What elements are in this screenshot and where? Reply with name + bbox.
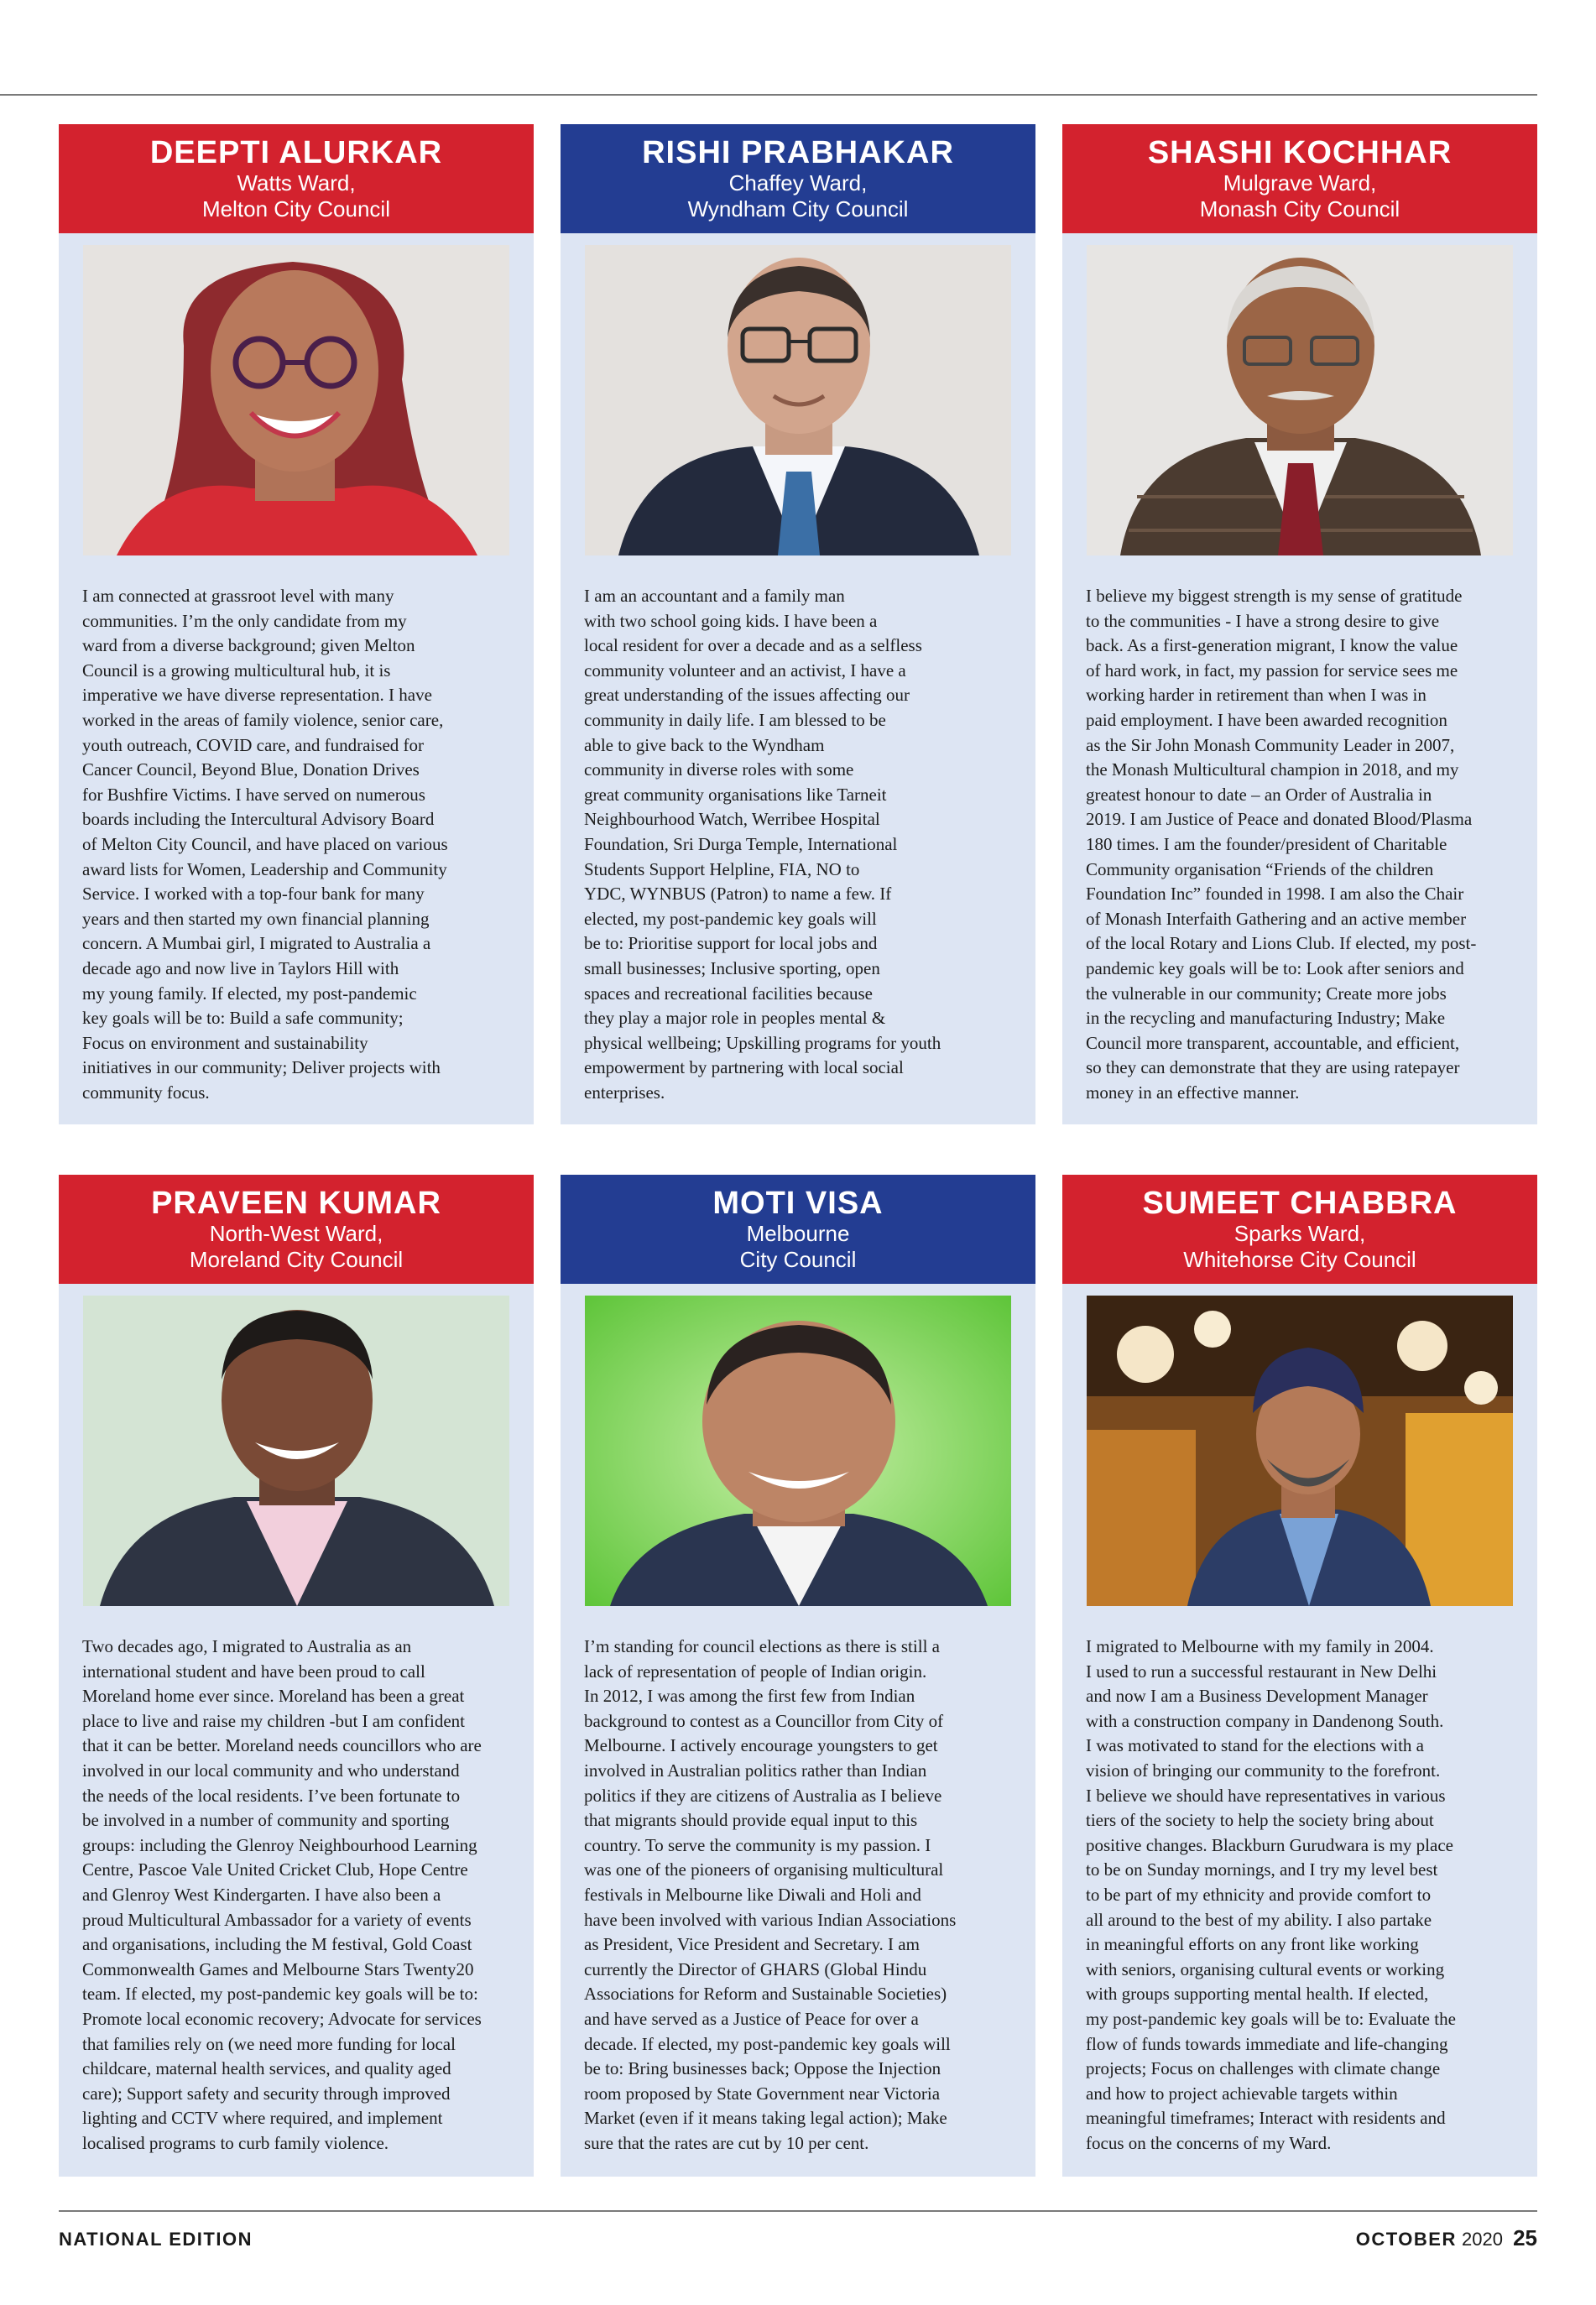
card-header [59, 1175, 534, 1284]
candidate-ward: North-West Ward, [209, 1221, 383, 1246]
candidate-ward: Sparks Ward, [1234, 1221, 1366, 1246]
candidate-council: Moreland City Council [189, 1247, 404, 1272]
card-header [561, 1175, 1035, 1284]
candidate-bio: I am connected at grassroot level with many communities. I’m the only candidate from my ward from a diverse background; given Melton Council is a growing multicultural hub, it is imperative we have diverse representation. I have worked in the areas of family violence, senior care, youth outreach, COVID care, and fundraised for Cancer Council, Beyond Blue, Donation Drives for Bushfire Victims. I have served on numerous boards including the Intercultural Advisory Board of Melton City Council, and have placed on various award lists for Women, Leadership and Community Service. I worked with a top-four bank for many years and then started my own financial planning concern. A Mumbai girl, I migrated to Australia a decade ago and now live in Taylors Hill with my young family. If elected, my post-pandemic key goals will be to: Build a safe community; Focus on environment and sustainability initiatives in our community; Deliver projects with community focus. [82, 586, 448, 1103]
candidate-name: PRAVEEN KUMAR [151, 1186, 441, 1221]
candidate-council: Melton City Council [202, 196, 390, 222]
candidate-bio: I migrated to Melbourne with my family in 2004. I used to run a successful restaurant in New Delhi and now I am a Business Development Manager with a construction company in Dandenong South. I was motivated to stand for the elections with a vision of bringing our community to the forefront. I believe we should have representatives in various tiers of the society to help the society bring about positive changes. Blackburn Gurudwara is my place to be on Sunday mornings, and I try my level best to be part of my ethnicity and provide comfort to all around to the best of my ability. I also partake in meaningful efforts on any front like working with seniors, organising cultural events or working with groups supporting mental health. If elected, my post-pandemic key goals will be to: Evaluate the flow of funds towards immediate and life-changing projects; Focus on challenges with climate change and how to project achievable targets within meaningful timeframes; Interact with residents and focus on the concerns of my Ward. [1086, 1636, 1456, 2153]
bottom-rule [59, 2210, 1537, 2212]
candidate-council: Monash City Council [1199, 196, 1400, 222]
candidate-bio: I’m standing for council elections as there is still a lack of representation of people of Indian origin. In 2012, I was among the first few from Indian background to contest as a Councillor from City of Melbourne. I actively encourage youngsters to get involved in Australian politics rather than Indian politics if they are citizens of Australia as I believe that migrants should provide equal input to this country. To serve the community is my passion. I was one of the pioneers of organising multicultural festivals in Melbourne like Diwali and Holi and have been involved with various Indian Associations as President, Vice President and Secretary. I am currently the Director of GHARS (Global Hindu Associations for Reform and Sustainable Societies) and have served as a Justice of Peace for over a decade. If elected, my post-pandemic key goals will be to: Bring businesses back; Oppose the Injection room proposed by State Government near Victoria Market (even if it means taking legal action); Make sure that the rates are cut by 10 per cent. [584, 1636, 957, 2153]
candidate-card-shashi-kochhar [1062, 124, 1537, 1124]
card-header [59, 124, 534, 233]
candidate-card-moti-visa [561, 1175, 1035, 2177]
candidate-photo [1087, 245, 1513, 555]
candidate-card-deepti-alurkar [59, 124, 534, 1124]
portrait-older-man-image [1087, 245, 1513, 555]
candidate-photo [585, 245, 1011, 555]
candidate-photo [585, 1296, 1011, 1606]
portrait-man-turban-restaurant-image [1087, 1296, 1513, 1606]
candidate-council: Whitehorse City Council [1183, 1247, 1416, 1272]
issue-year: 2020 [1462, 2229, 1503, 2250]
card-header [1062, 124, 1537, 233]
candidate-ward: Melbourne [746, 1221, 850, 1246]
issue-month: OCTOBER [1355, 2229, 1457, 2250]
candidate-bio: I am an accountant and a family man with two school going kids. I have been a local resident for over a decade and as a selfless community volunteer and an activist, I have a great understanding of the issues affecting our community in daily life. I am blessed to be able to give back to the Wyndham community in diverse roles with some great community organisations like Tarneit Neighbourhood Watch, Werribee Hospital Foundation, Sri Durga Temple, International Students Support Helpline, FIA, NO to YDC, WYNBUS (Patron) to name a few. If elected, my post-pandemic key goals will be to: Prioritise support for local jobs and small businesses; Inclusive sporting, open spaces and recreational facilities because they play a major role in peoples mental & physical wellbeing; Upskilling programs for youth empowerment by partnering with local social enterprises. [584, 586, 941, 1103]
candidate-ward: Watts Ward, [237, 170, 356, 196]
page-number: 25 [1513, 2225, 1537, 2250]
candidate-photo [83, 245, 509, 555]
candidate-name: DEEPTI ALURKAR [149, 135, 443, 170]
edition-label: NATIONAL EDITION [59, 2229, 253, 2250]
candidate-ward: Chaffey Ward, [728, 170, 868, 196]
candidate-ward: Mulgrave Ward, [1223, 170, 1377, 196]
candidate-name: MOTI VISA [712, 1186, 884, 1221]
candidate-photo [83, 1296, 509, 1606]
portrait-man-green-background-image [585, 1296, 1011, 1606]
candidate-bio: Two decades ago, I migrated to Australia as an international student and have been proud to call Moreland home ever since. Moreland has been a great place to live and raise my children -but I am confident that it can be better. Moreland needs councillors who are involved in our local community and who understand the needs of the local residents. I’ve been fortunate to be involved in a number of community and sporting groups: including the Glenroy Neighbourhood Learning Centre, Pascoe Vale United Cricket Club, Hope Centre and Glenroy West Kindergarten. I have also been a proud Multicultural Ambassador for a variety of events and organisations, including the M festival, Gold Coast Commonwealth Games and Melbourne Stars Twenty20 team. If elected, my post-pandemic key goals will be to: Promote local economic recovery; Advocate for services that families rely on (we need more funding for local childcare, maternal health services, and quality aged care); Support safety and security through improved lighting and CCTV where required, and implement localised programs to curb family violence. [82, 1636, 482, 2153]
card-header [561, 124, 1035, 233]
portrait-man-pink-shirt-image [83, 1296, 509, 1606]
candidate-bio: I believe my biggest strength is my sense of gratitude to the communities - I have a strong desire to give back. As a first-generation migrant, I know the value of hard work, in fact, my passion for service sees me working harder in retirement than when I was in paid employment. I have been awarded recognition as the Sir John Monash Community Leader in 2007, the Monash Multicultural champion in 2018, and my greatest honour to date – an Order of Australia in 2019. I am Justice of Peace and donated Blood/Plasma 180 times. I am the founder/president of Charitable Community organisation “Friends of the children Foundation Inc” founded in 1998. I am also the Chair of Monash Interfaith Gathering and an active member of the local Rotary and Lions Club. If elected, my post- pandemic key goals will be to: Look after seniors and the vulnerable in our community; Create more jobs in the recycling and manufacturing Industry; Make Council more transparent, accountable, and efficient, so they can demonstrate that they are using ratepayer money in an effective manner. [1086, 586, 1477, 1103]
portrait-man-suit-image [585, 245, 1011, 555]
candidate-council: City Council [739, 1247, 857, 1272]
candidate-name: SHASHI KOCHHAR [1147, 135, 1453, 170]
candidate-name: SUMEET CHABBRA [1142, 1186, 1458, 1221]
candidate-card-rishi-prabhakar [561, 124, 1035, 1124]
candidate-photo [1087, 1296, 1513, 1606]
candidate-council: Wyndham City Council [687, 196, 909, 222]
top-rule [0, 94, 1537, 96]
candidate-name: RISHI PRABHAKAR [642, 135, 954, 170]
portrait-woman-glasses-image [83, 245, 509, 555]
issue-date-and-page [1356, 2225, 1537, 2251]
candidate-card-praveen-kumar [59, 1175, 534, 2177]
candidate-card-sumeet-chabbra [1062, 1175, 1537, 2177]
card-header [1062, 1175, 1537, 1284]
